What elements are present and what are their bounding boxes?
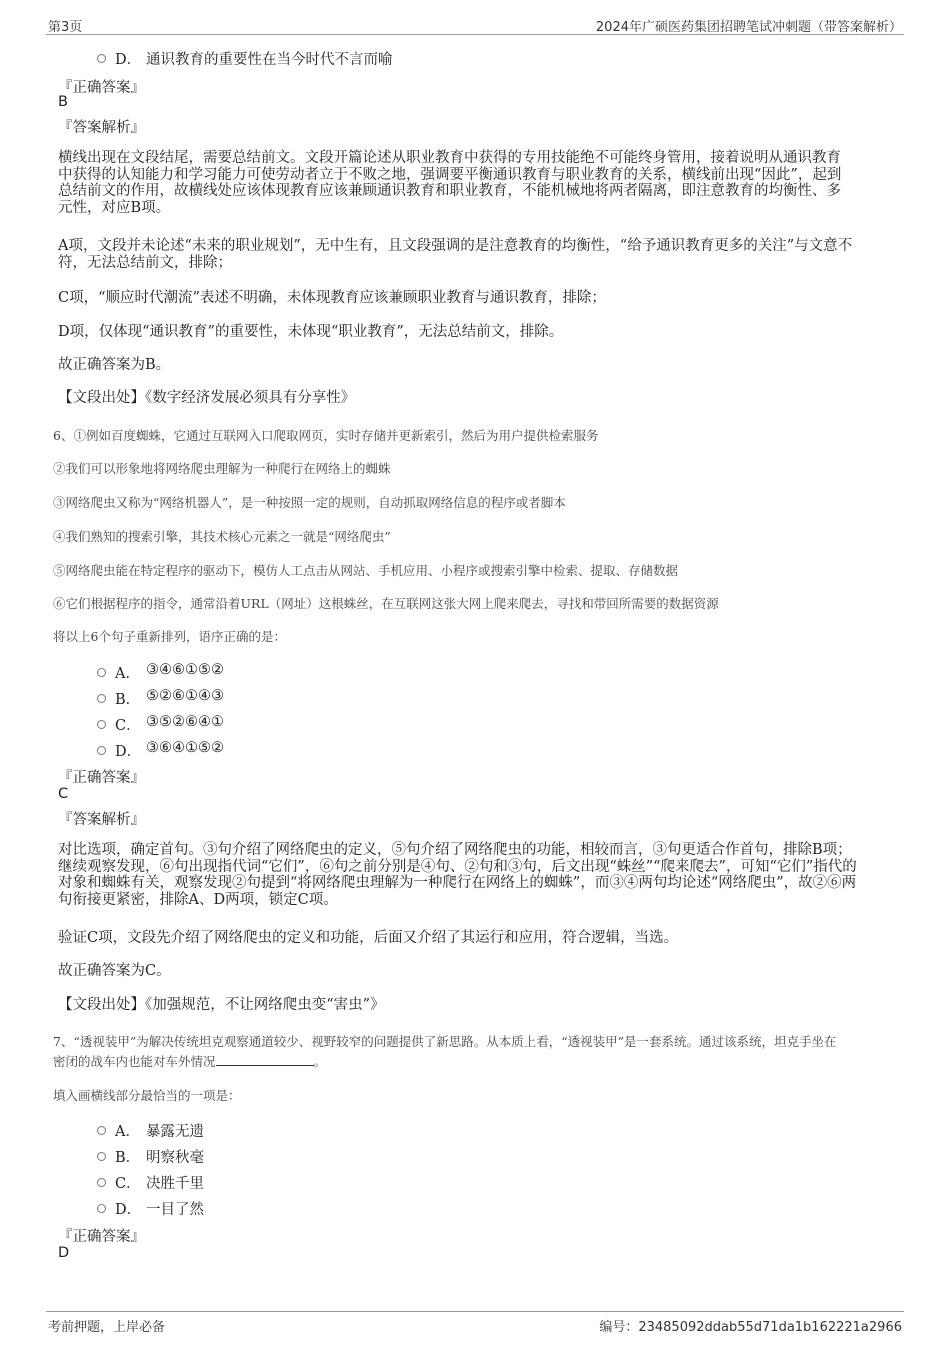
radio-icon[interactable] <box>97 54 106 63</box>
answer-blank <box>216 1053 314 1066</box>
q5-para-a <box>58 238 908 271</box>
analysis-line: 对比选项，确定首句。③句介绍了网络爬虫的定义，⑤句介绍了网络爬虫的功能，相较而言，③句更适合作首句，排除B项； <box>58 842 852 858</box>
q6-sentence-3: ③网络爬虫又称为“网络机器人”，是一种按照一定的规则，自动抓取网络信息的程序或者脚本 <box>53 495 566 510</box>
q5-conclusion: 故正确答案为B。 <box>58 357 171 373</box>
option-text: ③⑥④①⑤② <box>146 740 224 756</box>
option-letter: A． <box>115 666 140 682</box>
q6-answer-label: 『正确答案』 <box>58 770 145 786</box>
analysis-line: 元性，对应B项。 <box>58 199 171 216</box>
q6-prompt: 将以上6个句子重新排列，语序正确的是： <box>53 629 286 644</box>
analysis-line: 中获得的认知能力和学习能力可使劳动者立于不败之地，强调要平衡通识教育与职业教育的关系，横线前出现“因此”，起到 <box>58 166 842 183</box>
footer-slogan: 考前押题，上岸必备 <box>48 1320 166 1335</box>
option-text: 一目了然 <box>146 1202 204 1218</box>
q7-stem-text: 密闭的战车内也能对车外情况 <box>53 1054 216 1069</box>
analysis-line: 继续观察发现，⑥句出现指代词“它们”，⑥句之前分别是④句、②句和③句，后文出现“蛛丝”“爬来爬去”，可知“它们”指代的 <box>58 858 857 875</box>
option-letter: B． <box>115 692 141 708</box>
option-text: 通识教育的重要性在当今时代不言而喻 <box>146 52 393 68</box>
option-text: 暴露无遗 <box>146 1124 204 1140</box>
q6-conclusion: 故正确答案为C。 <box>58 963 171 979</box>
q7-stem-line1: 7、“透视装甲”为解决传统坦克观察通道较少、视野较窄的问题提供了新思路。从本质上看，“透视装甲”是一套系统。通过该系统，坦克手坐在 <box>53 1034 837 1049</box>
q6-sentence-6: ⑥它们根据程序的指令，通常沿着URL（网址）这根蛛丝，在互联网这张大网上爬来爬去，寻找和带回所需要的数据资源 <box>53 596 719 611</box>
q6-sentence-1: 6、①例如百度蜘蛛，它通过互联网入口爬取网页，实时存储并更新索引，然后为用户提供检索服务 <box>53 428 599 443</box>
option-letter: D． <box>115 744 142 760</box>
q7-stem-line2 <box>53 1052 326 1070</box>
option-text: 明察秋毫 <box>146 1150 204 1166</box>
document-code: 编号：23485092ddab55d71da1b162221a2966 <box>599 1320 902 1335</box>
q5-para-c: C项，“顺应时代潮流”表述不明确，未体现教育应该兼顾职业教育与通识教育，排除； <box>58 290 606 306</box>
q7-answer: D <box>58 1245 70 1261</box>
option-text: ⑤②⑥①④③ <box>146 688 224 704</box>
document-title: 2024年广硕医药集团招聘笔试冲刺题（带答案解析） <box>595 20 902 35</box>
radio-icon[interactable] <box>97 1152 106 1161</box>
radio-icon[interactable] <box>97 1204 106 1213</box>
option-letter: C． <box>115 718 141 734</box>
radio-icon[interactable] <box>97 746 106 755</box>
analysis-line: 总结前文的作用，故横线处应该体现教育应该兼顾通识教育和职业教育，不能机械地将两者隔离，即注意教育的均衡性、多 <box>58 183 841 199</box>
radio-icon[interactable] <box>97 1178 106 1187</box>
option-letter: A． <box>115 1124 140 1140</box>
q5-para-d: D项，仅体现“通识教育”的重要性，未体现“职业教育”，无法总结前文，排除。 <box>58 324 564 340</box>
q6-answer: C <box>58 786 69 802</box>
q5-analysis-label: 『答案解析』 <box>58 120 145 136</box>
option-letter: B． <box>115 1150 141 1166</box>
q5-answer-label: 『正确答案』 <box>58 80 145 96</box>
analysis-line: 对象和蜘蛛有关，观察发现②句提到“将网络爬虫理解为一种爬行在网络上的蜘蛛”，而③④两句均论述“网络爬虫”，故②⑥两 <box>58 875 857 891</box>
option-letter: D． <box>115 1202 142 1218</box>
option-letter: C． <box>115 1176 141 1192</box>
q6-source: 【文段出处】《加强规范，不让网络爬虫变“害虫”》 <box>58 997 385 1013</box>
radio-icon[interactable] <box>97 668 106 677</box>
q6-analysis <box>58 842 908 908</box>
radio-icon[interactable] <box>97 694 106 703</box>
q6-sentence-4: ④我们熟知的搜索引擎，其技术核心元素之一就是“网络爬虫” <box>53 529 391 544</box>
page-header <box>46 14 904 35</box>
option-letter: D． <box>115 52 142 68</box>
analysis-line: 符，无法总结前文，排除； <box>58 254 232 271</box>
q6-analysis-label: 『答案解析』 <box>58 812 145 828</box>
page-number: 第3页 <box>48 20 83 35</box>
option-text: ③④⑥①⑤② <box>146 662 224 678</box>
analysis-line: A项，文段并未论述“未来的职业规划”，无中生有，且文段强调的是注意教育的均衡性，“给予通识教育更多的关注”与文意不 <box>58 238 853 254</box>
radio-icon[interactable] <box>97 720 106 729</box>
q6-verify: 验证C项，文段先介绍了网络爬虫的定义和功能，后面又介绍了其运行和应用，符合逻辑，当选。 <box>58 930 679 946</box>
q7-answer-label: 『正确答案』 <box>58 1229 145 1245</box>
q5-analysis <box>58 150 908 216</box>
q6-sentence-2: ②我们可以形象地将网络爬虫理解为一种爬行在网络上的蜘蛛 <box>53 461 391 476</box>
page-footer <box>46 1311 904 1336</box>
q5-answer: B <box>58 94 68 110</box>
q7-stem-end: 。 <box>313 1054 327 1069</box>
analysis-line: 句衔接更紧密，排除A、D两项，锁定C项。 <box>58 891 338 908</box>
q6-sentence-5: ⑤网络爬虫能在特定程序的驱动下，模仿人工点击从网站、手机应用、小程序或搜索引擎中检索、提取、存储数据 <box>53 563 679 578</box>
analysis-line: 横线出现在文段结尾，需要总结前文。文段开篇论述从职业教育中获得的专用技能绝不可能终身管用，接着说明从通识教育 <box>58 150 841 166</box>
option-text: ③⑤②⑥④① <box>146 714 224 730</box>
radio-icon[interactable] <box>97 1126 106 1135</box>
q7-prompt: 填入画横线部分最恰当的一项是： <box>53 1088 241 1103</box>
option-text: 决胜千里 <box>146 1176 204 1192</box>
q5-source: 【文段出处】《数字经济发展必须具有分享性》 <box>58 390 356 406</box>
